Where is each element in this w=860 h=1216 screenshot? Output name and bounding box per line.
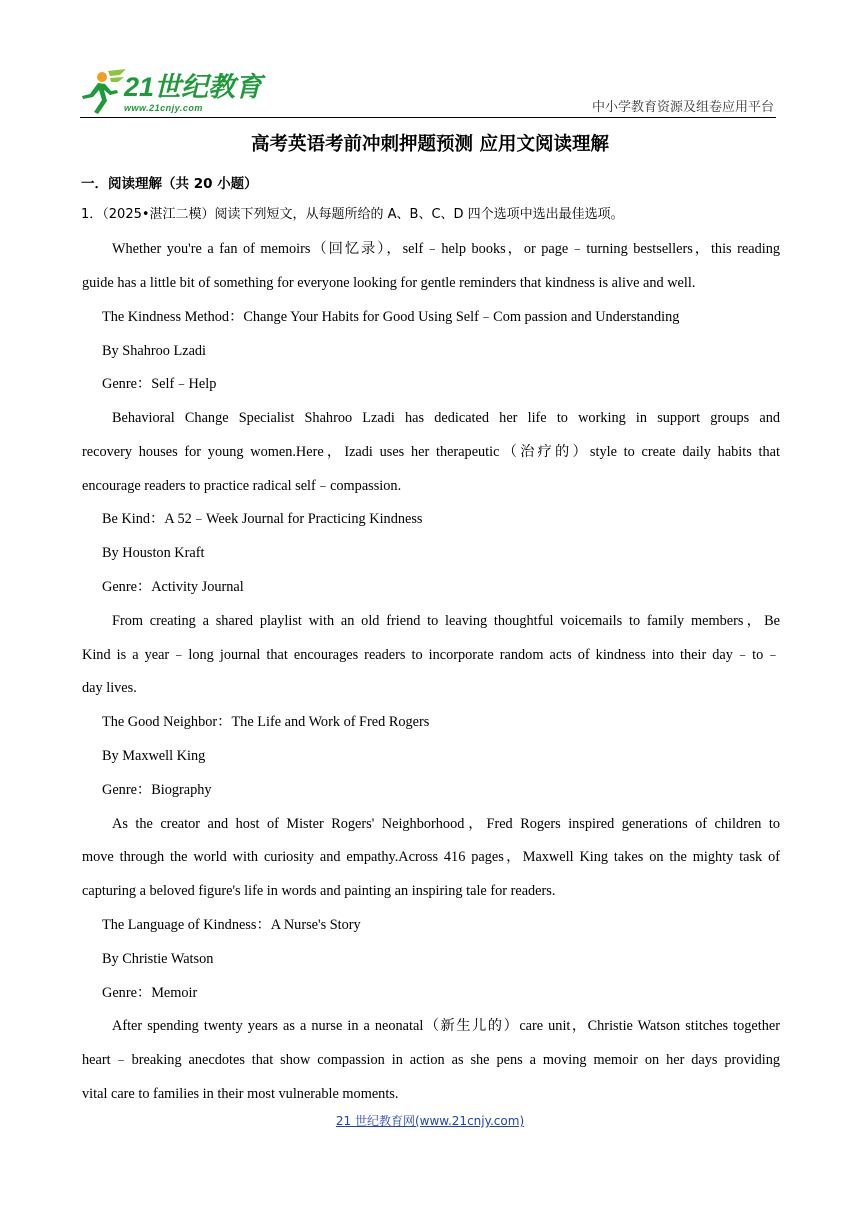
book-3-author: By Maxwell King bbox=[102, 748, 206, 764]
book-4-author: By Christie Watson bbox=[102, 951, 214, 967]
page-title: 高考英语考前冲刺押题预测 应用文阅读理解 bbox=[251, 134, 609, 155]
book-2-genre: Genre：Activity Journal bbox=[102, 579, 244, 595]
intro-line-2: guide has a little bit of something for everyone looking for gentle reminders that kindness is alive and well. bbox=[82, 275, 696, 291]
book-1-desc-line-3: encourage readers to practice radical self﹣compassion. bbox=[82, 478, 402, 494]
section-heading: 一．阅读理解（共 20 小题） bbox=[81, 176, 258, 192]
logo-url: www.21cnjy.com bbox=[124, 103, 203, 113]
book-2-desc-line-1: From creating a shared playlist with an old friend to leaving thoughtful voicemails to family members，Be bbox=[112, 613, 780, 629]
book-1-desc-line-1: Behavioral Change Specialist Shahroo Lzadi has dedicated her life to working in support groups and bbox=[112, 410, 780, 426]
book-4-title: The Language of Kindness：A Nurse's Story bbox=[102, 917, 361, 933]
book-1-desc-line-2: recovery houses for young women.Here，Izadi uses her therapeutic（治疗的）style to create daily habits that bbox=[82, 444, 780, 460]
book-2-desc-line-2: Kind is a year﹣long journal that encourages readers to incorporate random acts of kindness into their day﹣to﹣ bbox=[82, 647, 780, 663]
book-1-title: The Kindness Method：Change Your Habits for Good Using Self﹣Com passion and Understanding bbox=[102, 309, 680, 325]
header-platform-text: 中小学教育资源及组卷应用平台 bbox=[591, 100, 774, 115]
book-3-desc-line-2: move through the world with curiosity and empathy.Across 416 pages，Maxwell King takes on the mighty task of bbox=[82, 849, 780, 865]
book-2-desc-line-3: day lives. bbox=[82, 680, 137, 696]
book-1-author: By Shahroo Lzadi bbox=[102, 343, 207, 359]
book-1-genre: Genre：Self﹣Help bbox=[102, 376, 217, 392]
question-number-line: 1．（2025•湛江二模）阅读下列短文，从每题所给的 A、B、C、D 四个选项中选出最佳选项。 bbox=[81, 207, 624, 222]
footer-link[interactable]: 21 世纪教育网(www.21cnjy.com) bbox=[335, 1114, 525, 1128]
book-2-author: By Houston Kraft bbox=[102, 545, 205, 561]
book-4-desc-line-3: vital care to families in their most vulnerable moments. bbox=[82, 1086, 399, 1102]
book-3-desc-line-3: capturing a beloved figure's life in words and painting an inspiring tale for readers. bbox=[82, 883, 556, 899]
book-2-title: Be Kind：A 52﹣Week Journal for Practicing Kindness bbox=[102, 511, 423, 527]
book-4-desc-line-2: heart﹣breaking anecdotes that show compassion in action as she pens a moving memoir on her days providing bbox=[82, 1052, 780, 1068]
book-4-genre: Genre：Memoir bbox=[102, 985, 198, 1001]
book-4-desc-line-1: After spending twenty years as a nurse in a neonatal（新生儿的）care unit，Christie Watson stitches together bbox=[112, 1018, 780, 1034]
book-3-title: The Good Neighbor：The Life and Work of Fred Rogers bbox=[102, 714, 430, 730]
header-divider bbox=[80, 117, 776, 118]
logo-text: 21世纪教育 bbox=[124, 72, 263, 102]
intro-line-1: Whether you're a fan of memoirs（回忆录），self﹣help books，or page﹣turning bestsellers，this reading bbox=[112, 241, 780, 257]
book-3-genre: Genre：Biography bbox=[102, 782, 212, 798]
book-3-desc-line-1: As the creator and host of Mister Rogers' Neighborhood，Fred Rogers inspired generations of children to bbox=[112, 816, 780, 832]
